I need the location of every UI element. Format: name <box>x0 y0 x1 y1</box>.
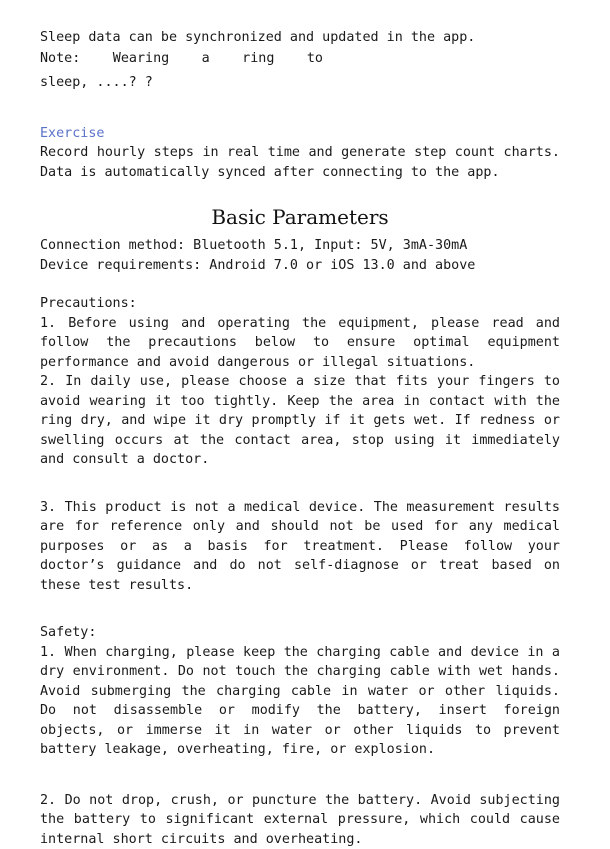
exercise-body: Record hourly steps in real time and generate step count charts. Data is automatically synced after connecting to the app. <box>40 143 560 182</box>
exercise-title: Exercise <box>40 124 560 144</box>
note-word: ring <box>242 48 274 70</box>
connection-method: Connection method: Bluetooth 5.1, Input: 5V, 3mA-30mA <box>40 236 560 256</box>
precaution-item: 1. Before using and operating the equipment, please read and follow the precautions below to ensure optimal equipment performance and avoid dangerous or illegal situations. <box>40 314 560 373</box>
safety-item: 2. Do not drop, crush, or puncture the battery. Avoid subjecting the battery to significant external pressure, which could cause internal short circuits and overheating. <box>40 791 560 849</box>
safety-title: Safety: <box>40 623 560 643</box>
precautions-title: Precautions: <box>40 294 560 314</box>
safety-item: 1. When charging, please keep the charging cable and device in a dry environment. Do not touch the charging cable with wet hands. Avoid submerging the charging cable in water or other liquids. Do not disassemble or modify the battery, insert foreign objects, or immerse it in water or other liquids to prevent battery leakage, overheating, fire, or explosion. <box>40 643 560 760</box>
note-word: a <box>202 48 210 70</box>
sleep-note-line <box>40 48 323 70</box>
precaution-item: 2. In daily use, please choose a size that fits your fingers to avoid wearing it too tightly. Keep the area in contact with the ring dry, and wipe it dry promptly if it gets wet. If redness or swelling occurs at the contact area, stop using it immediately and consult a doctor. <box>40 372 560 470</box>
precaution-item: 3. This product is not a medical device. The measurement results are for reference only and should not be used for any medical purposes or as a basis for treatment. Please follow your doctor’s guidance and do not self-diagnose or treat based on these test results. <box>40 498 560 596</box>
note-word: to <box>307 48 323 70</box>
sleep-sync-text: Sleep data can be synchronized and updated in the app. <box>40 28 560 48</box>
sleep-note-continuation: sleep, ....? ? <box>40 70 560 96</box>
device-requirements: Device requirements: Android 7.0 or iOS 13.0 and above <box>40 256 560 276</box>
note-word: Wearing <box>113 48 169 70</box>
note-word: Note: <box>40 48 80 70</box>
document-page <box>40 28 560 849</box>
basic-parameters-heading: Basic Parameters <box>40 203 560 231</box>
